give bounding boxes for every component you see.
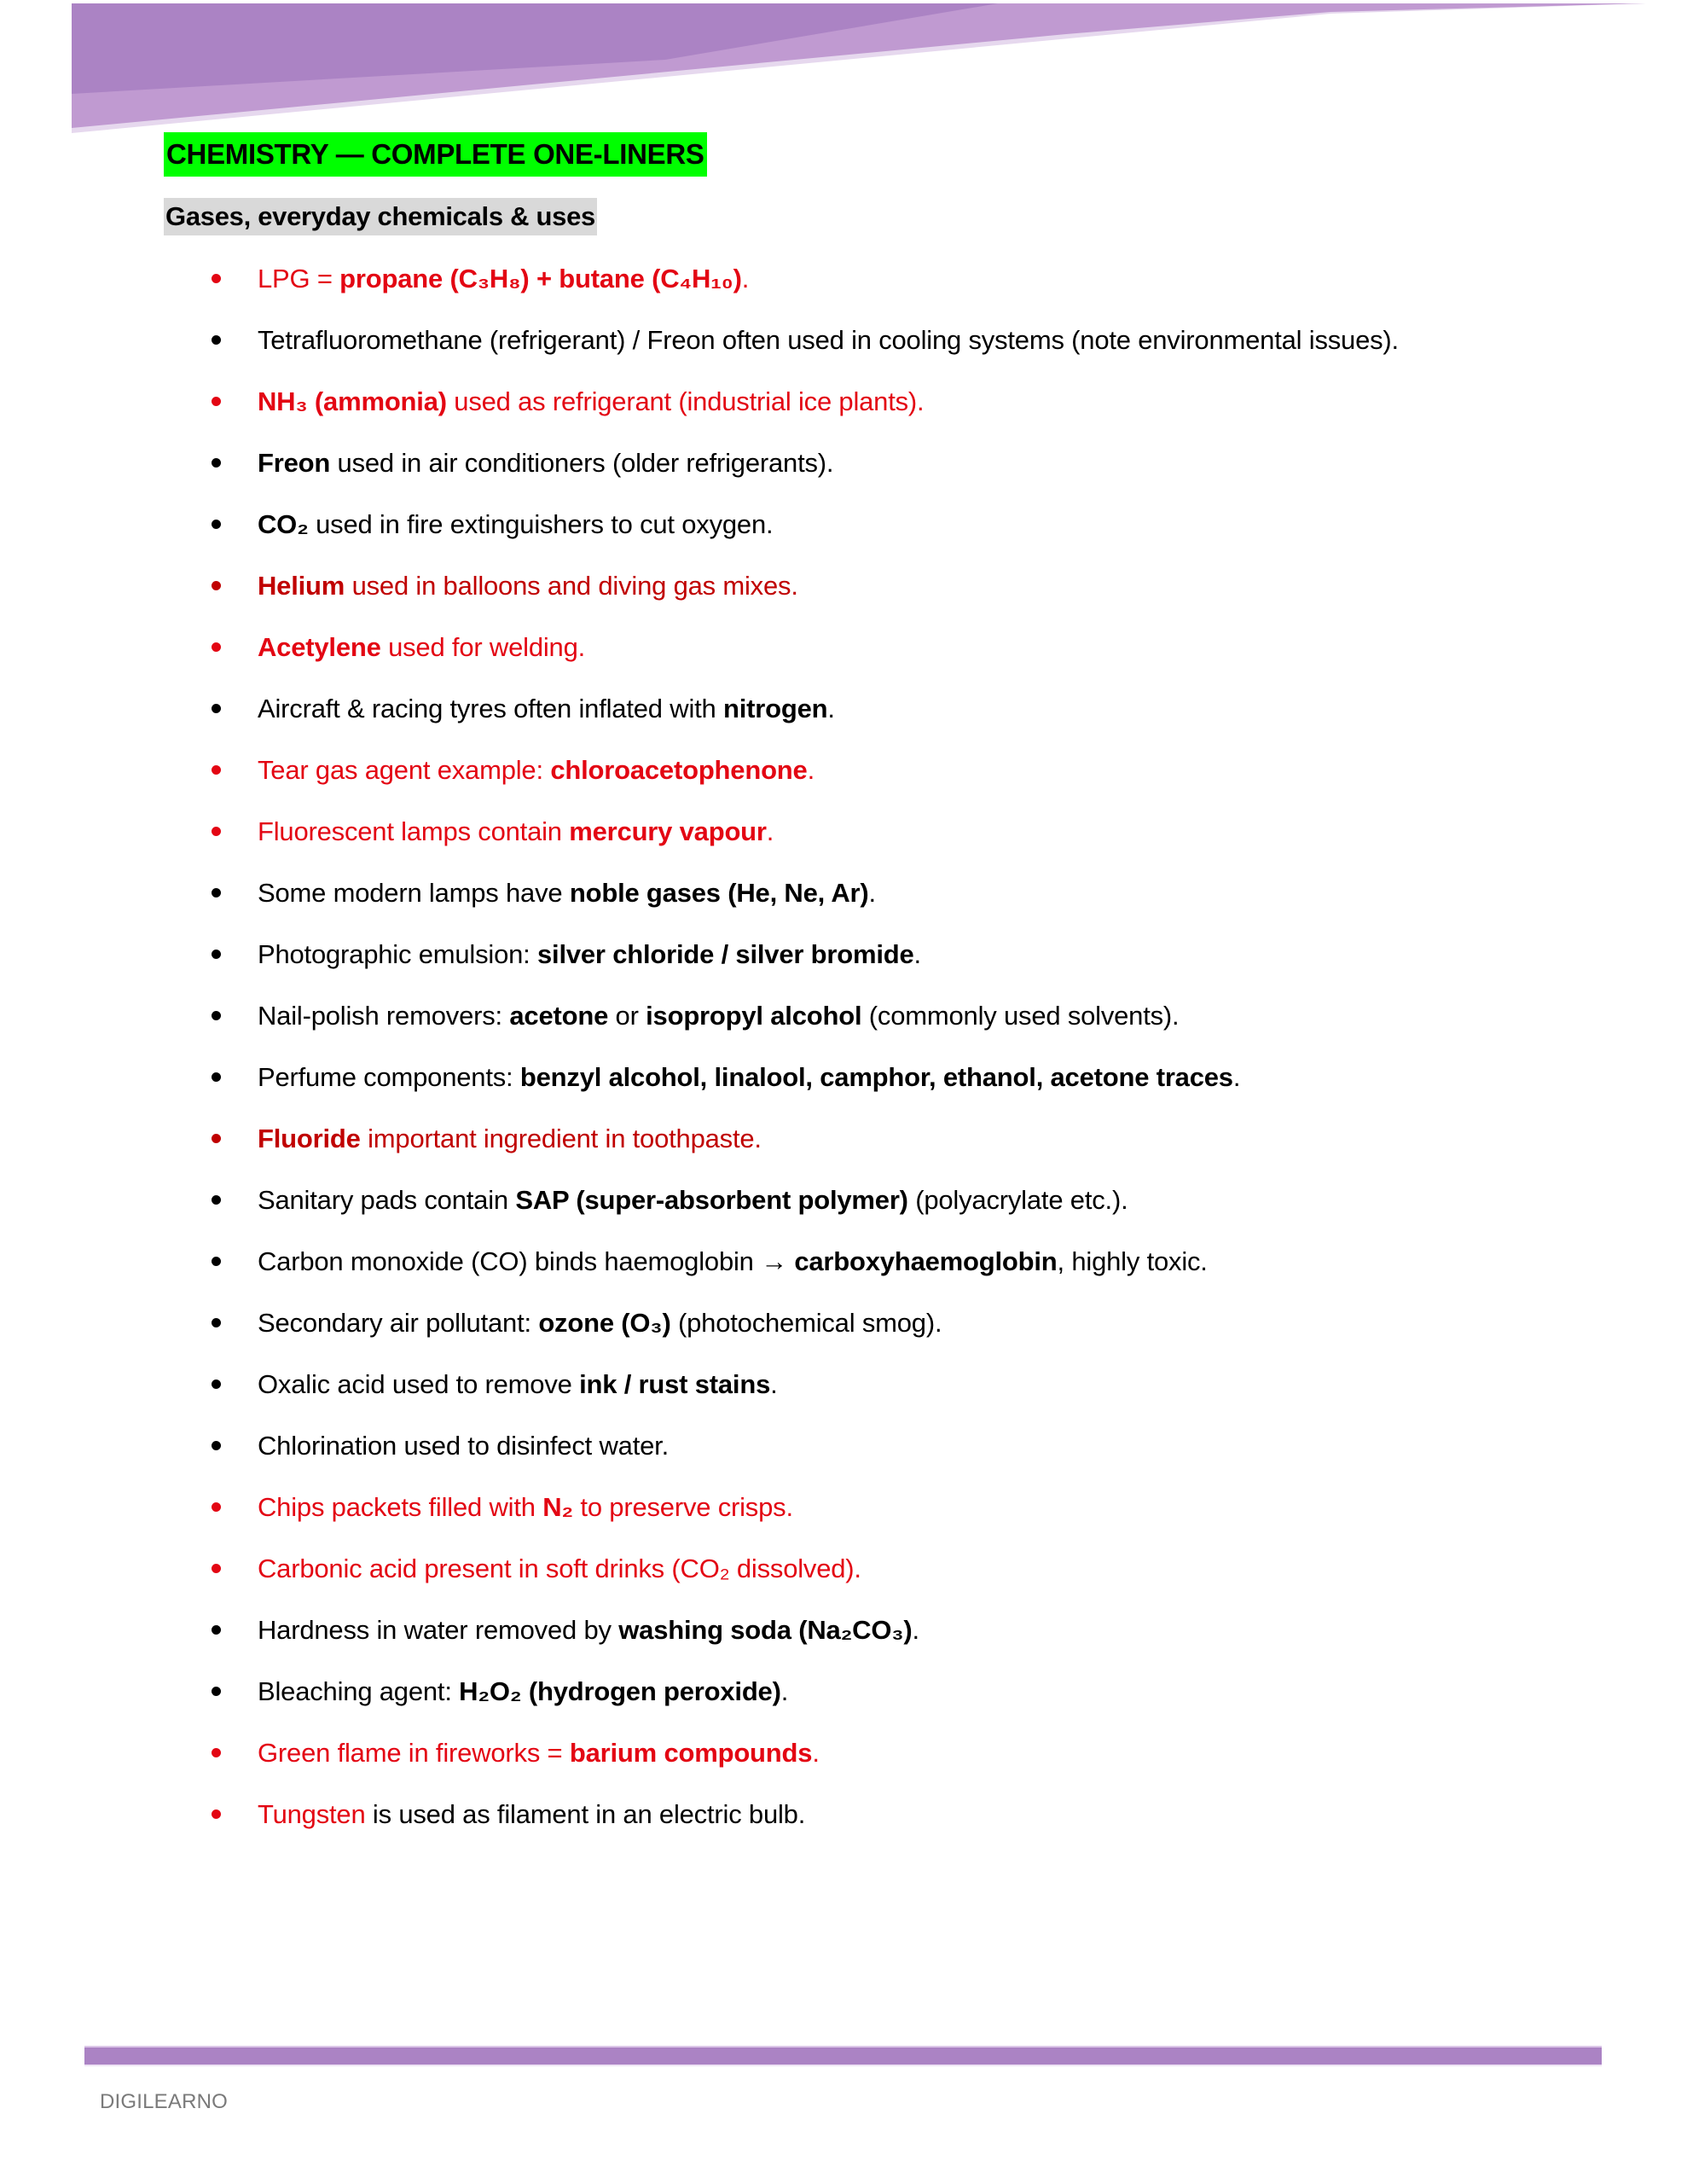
bold-run: SAP (super-absorbent polymer) [515, 1185, 908, 1215]
text-run: , highly toxic. [1057, 1246, 1208, 1276]
bold-run: CO₂ [258, 509, 309, 539]
text-run: (polyacrylate etc.). [907, 1185, 1128, 1215]
bullet-icon [212, 1380, 221, 1389]
list-item-text [258, 1302, 942, 1345]
bullet-icon [212, 642, 221, 652]
footer-bar [84, 2046, 1602, 2066]
bullet-icon [212, 950, 221, 959]
text-run: Carbonic acid present in soft drinks (CO₂ dissolved). [258, 1554, 861, 1583]
bold-run: isopropyl alcohol [646, 1001, 862, 1031]
bullet-icon [212, 1318, 221, 1327]
text-run: Photographic emulsion: [258, 939, 537, 969]
list-item-text [258, 1363, 778, 1406]
text-run: Aircraft & racing tyres often inflated with [258, 694, 723, 723]
text-run: Fluorescent lamps contain [258, 816, 570, 846]
text-run: Tetrafluoromethane (refrigerant) / Freon often used in cooling systems (note environmental issues). [258, 325, 1399, 355]
text-run: Tear gas agent example: [258, 755, 551, 785]
bullet-icon [212, 1809, 221, 1819]
bold-run: Helium [258, 571, 345, 601]
list-item-text [258, 1670, 788, 1713]
text-run: . [780, 1676, 789, 1706]
bullet-icon [212, 1257, 221, 1266]
text-run: Bleaching agent: [258, 1676, 460, 1706]
list-item-text [258, 319, 1399, 362]
text-run: to preserve crisps. [573, 1492, 793, 1522]
bullet-icon [212, 274, 221, 283]
text-run: . [741, 264, 750, 293]
text-run: used for welding. [380, 632, 586, 662]
list-item-text [258, 258, 749, 300]
text-run: . [912, 1615, 919, 1645]
bold-run: Fluoride [258, 1124, 361, 1153]
bold-run: ozone (O₃) [538, 1308, 671, 1338]
bullet-icon [212, 335, 221, 345]
list-item-text [258, 1179, 1128, 1222]
text-run: Chlorination used to disinfect water. [258, 1431, 669, 1461]
bold-run: nitrogen [723, 694, 828, 723]
bold-run: ink / rust stains [579, 1369, 771, 1399]
text-run: (photochemical smog). [670, 1308, 942, 1338]
text-run: . [812, 1738, 820, 1768]
bullet-icon [212, 397, 221, 406]
document-title: CHEMISTRY — COMPLETE ONE-LINERS [164, 132, 707, 177]
bold-run: propane (C₃H₈) + butane (C₄H₁₀) [339, 264, 742, 293]
text-run: important ingredient in toothpaste. [360, 1124, 762, 1153]
text-run: (commonly used solvents). [861, 1001, 1180, 1031]
text-run: LPG = [258, 264, 340, 293]
text-run: . [868, 878, 876, 908]
bold-run: chloroacetophenone [550, 755, 808, 785]
text-run: . [1232, 1062, 1241, 1092]
list-item-text [258, 1056, 1240, 1099]
list-item-text [258, 1425, 669, 1467]
bold-run: carboxyhaemoglobin [794, 1246, 1058, 1276]
list-item-text [258, 933, 921, 976]
bullet-icon [212, 581, 221, 590]
bullet-icon [212, 1625, 221, 1635]
text-run: . [766, 816, 774, 846]
bullet-icon [212, 1502, 221, 1512]
text-run: is used as filament in an electric bulb. [365, 1799, 806, 1829]
section-heading: Gases, everyday chemicals & uses [164, 198, 597, 235]
text-run: Sanitary pads contain [258, 1185, 516, 1215]
list-item-text [258, 1548, 861, 1590]
bold-run: washing soda (Na₂CO₃) [618, 1615, 913, 1645]
text-run: or [608, 1001, 646, 1031]
bullet-icon [212, 1134, 221, 1143]
list-item-text [258, 565, 798, 607]
text-run: . [827, 694, 835, 723]
text-run: Tungsten [258, 1799, 366, 1829]
text-run: used in air conditioners (older refrigerants). [330, 448, 834, 478]
bullet-icon [212, 765, 221, 775]
text-run: Perfume components: [258, 1062, 520, 1092]
text-run: . [913, 939, 921, 969]
bullet-icon [212, 1011, 221, 1020]
footer-brand: DIGILEARNO [100, 2090, 229, 2113]
bold-run: H₂O₂ (hydrogen peroxide) [459, 1676, 781, 1706]
text-run: Hardness in water removed by [258, 1615, 619, 1645]
text-run: Green flame in fireworks = [258, 1738, 570, 1768]
list-item-text [258, 688, 835, 730]
header-decoration [0, 0, 1687, 145]
list-item-text [258, 1609, 919, 1652]
text-run: Some modern lamps have [258, 878, 570, 908]
bold-run: acetone [509, 1001, 609, 1031]
bullet-icon [212, 458, 221, 468]
bullet-icon [212, 1687, 221, 1696]
list-item-text [258, 1240, 1208, 1283]
list-item-text [258, 380, 924, 423]
bullet-icon [212, 1072, 221, 1082]
bullet-icon [212, 1748, 221, 1757]
bold-run: Acetylene [258, 632, 381, 662]
list-item-text [258, 995, 1179, 1037]
text-run: used as refrigerant (industrial ice plants). [446, 386, 925, 416]
text-run: used in balloons and diving gas mixes. [345, 571, 798, 601]
text-run: used in fire extinguishers to cut oxygen. [308, 509, 774, 539]
list-item-text [258, 749, 815, 792]
list-item-text [258, 626, 585, 669]
list-item-text [258, 1793, 805, 1836]
list-item-text [258, 1732, 820, 1774]
text-run: . [770, 1369, 778, 1399]
text-run: Nail-polish removers: [258, 1001, 510, 1031]
list-item-text [258, 872, 876, 915]
text-run: . [807, 755, 815, 785]
bold-run: mercury vapour [569, 816, 767, 846]
text-run: Oxalic acid used to remove [258, 1369, 580, 1399]
bullet-icon [212, 827, 221, 836]
list-item-text [258, 503, 773, 546]
list-item-text [258, 810, 774, 853]
bold-run: noble gases (He, Ne, Ar) [569, 878, 869, 908]
text-run: Carbon monoxide (CO) binds haemoglobin → [258, 1246, 795, 1276]
list-item-text [258, 1118, 762, 1160]
bold-run: NH₃ (ammonia) [258, 386, 447, 416]
bold-run: Freon [258, 448, 331, 478]
bold-run: benzyl alcohol, linalool, camphor, ethanol, acetone traces [519, 1062, 1233, 1092]
bold-run: N₂ [542, 1492, 573, 1522]
list-item-text [258, 1486, 793, 1529]
bullet-icon [212, 704, 221, 713]
bullet-icon [212, 520, 221, 529]
bold-run: barium compounds [569, 1738, 813, 1768]
text-run: Chips packets filled with [258, 1492, 543, 1522]
bullet-icon [212, 1195, 221, 1205]
text-run: Secondary air pollutant: [258, 1308, 539, 1338]
bold-run: silver chloride / silver bromide [536, 939, 914, 969]
bullet-icon [212, 888, 221, 897]
bullet-icon [212, 1564, 221, 1573]
list-item-text [258, 442, 833, 485]
bullet-icon [212, 1441, 221, 1450]
